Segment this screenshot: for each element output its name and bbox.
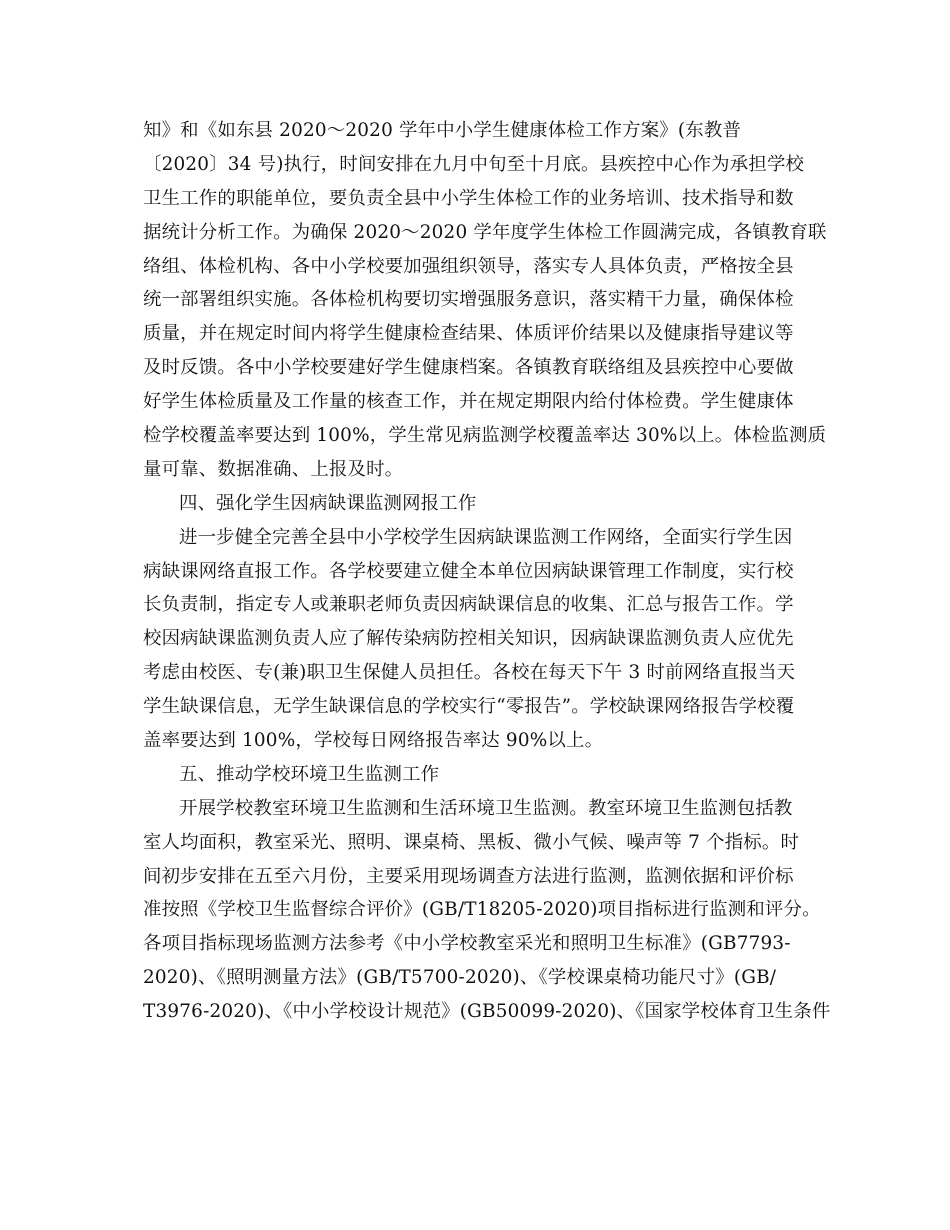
document-page — [143, 114, 831, 1029]
text-line: 间初步安排在五至六月份，主要采用现场调查方法进行监测，监测依据和评价标 — [143, 865, 794, 887]
text-line: 络组、体检机构、各中小学校要加强组织领导，落实专人具体负责，严格按全县 — [143, 255, 794, 277]
text-line: 2020)、《照明测量方法》(GB/T5700-2020)、《学校课桌椅功能尺寸》(GB/ — [143, 967, 777, 989]
document-body — [143, 114, 831, 1029]
text-line: 及时反馈。各中小学校要建好学生健康档案。各镇教育联络组及县疾控中心要做 — [143, 357, 794, 379]
text-line: 长负责制，指定专人或兼职老师负责因病缺课信息的收集、汇总与报告工作。学 — [143, 594, 794, 616]
text-line: 四、强化学生因病缺课监测网报工作 — [179, 492, 477, 514]
text-line: 五、推动学校环境卫生监测工作 — [179, 763, 440, 785]
text-line: 检学校覆盖率要达到 100%，学生常见病监测学校覆盖率达 30%以上。体检监测质 — [143, 425, 827, 447]
text-line: 进一步健全完善全县中小学校学生因病缺课监测工作网络，全面实行学生因 — [179, 526, 793, 548]
text-line: 〔2020〕34 号)执行，时间安排在九月中旬至十月底。县疾控中心作为承担学校 — [143, 153, 805, 175]
text-line: 各项目指标现场监测方法参考《中小学校教室采光和照明卫生标准》(GB7793- — [143, 933, 791, 955]
text-line: 统一部署组织实施。各体检机构要切实增强服务意识，落实精干力量，确保体检 — [143, 289, 794, 311]
text-line: 据统计分析工作。为确保 2020～2020 学年度学生体检工作圆满完成，各镇教育联 — [143, 221, 827, 243]
text-line: 病缺课网络直报工作。各学校要建立健全本单位因病缺课管理工作制度，实行校 — [143, 560, 794, 582]
text-line: 好学生体检质量及工作量的核查工作，并在规定期限内给付体检费。学生健康体 — [143, 391, 794, 413]
text-line: 盖率要达到 100%，学校每日网络报告率达 90%以上。 — [143, 730, 604, 752]
text-line: 准按照《学校卫生监督综合评价》(GB/T18205-2020)项目指标进行监测和评分。 — [143, 899, 821, 921]
text-line: 开展学校教室环境卫生监测和生活环境卫生监测。教室环境卫生监测包括教 — [179, 797, 793, 819]
text-line: T3976-2020)、《中小学校设计规范》(GB50099-2020)、《国家学校体育卫生条件 — [143, 1001, 831, 1023]
text-line: 知》和《如东县 2020～2020 学年中小学生健康体检工作方案》(东教普 — [143, 120, 742, 141]
text-line: 考虑由校医、专(兼)职卫生保健人员担任。各校在每天下午 3 时前网络直报当天 — [143, 662, 796, 684]
text-line: 校因病缺课监测负责人应了解传染病防控相关知识，因病缺课监测负责人应优先 — [143, 628, 794, 650]
text-line: 室人均面积，教室采光、照明、课桌椅、黑板、微小气候、噪声等 7 个指标。时 — [143, 831, 800, 853]
text-line: 卫生工作的职能单位，要负责全县中小学生体检工作的业务培训、技术指导和数 — [143, 187, 794, 209]
text-line: 学生缺课信息，无学生缺课信息的学校实行“零报告”。学校缺课网络报告学校覆 — [143, 696, 795, 718]
text-line: 量可靠、数据准确、上报及时。 — [143, 458, 404, 480]
text-line: 质量，并在规定时间内将学生健康检查结果、体质评价结果以及健康指导建议等 — [143, 323, 794, 345]
